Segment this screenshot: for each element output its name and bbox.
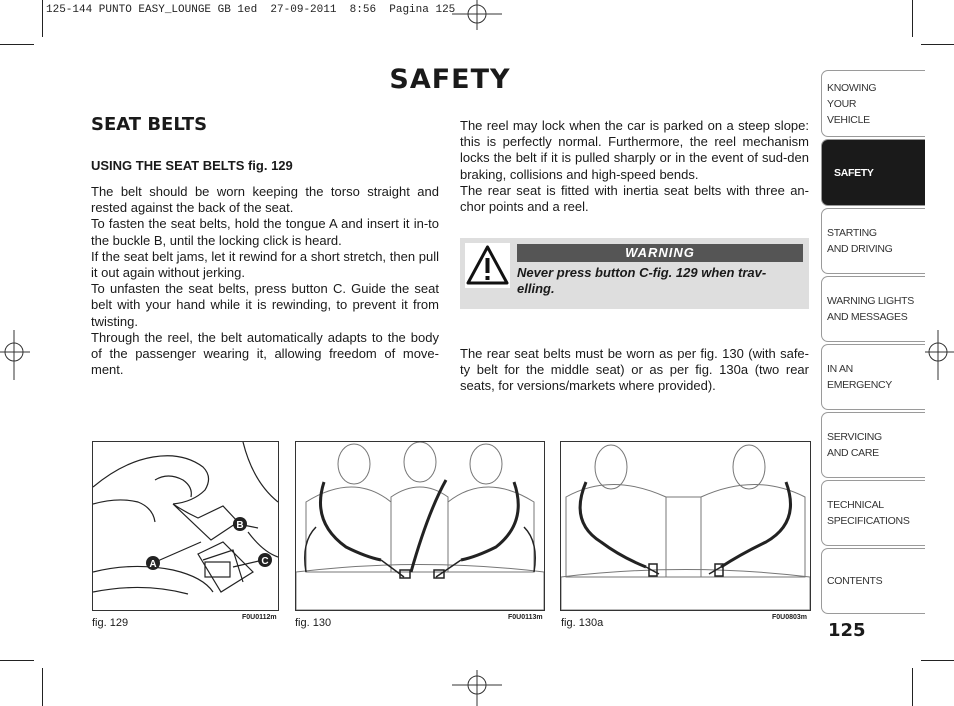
tab-label-line: KNOWING [827, 81, 877, 94]
figure-caption: fig. 129 [92, 617, 129, 629]
page-number: 125 [828, 620, 866, 641]
crop-mark [912, 668, 913, 706]
tab-label-line: WARNING LIGHTS [827, 295, 914, 307]
tab-label-line: VEHICLE [827, 113, 870, 126]
figure-caption: fig. 130 [295, 617, 332, 629]
figure-130a [560, 441, 811, 611]
crop-mark [921, 44, 954, 45]
paragraph: Through the reel, the belt automatically adapts to the body of the passenger wearing it, allowing freedom of move-ment. [91, 329, 439, 378]
figure-caption: fig. 130a [561, 617, 604, 629]
paragraph: To fasten the seat belts, hold the tongue A and insert it in-to the buckle B, until the locking click is heard. [91, 216, 439, 248]
registration-mark-top [452, 0, 502, 30]
paragraph: To unfasten the seat belts, press button C. Guide the seat belt with your hand while it is rewinding, to prevent it from twisting. [91, 281, 439, 329]
tab-label-line: AND DRIVING [827, 243, 893, 255]
tab-label-line: IN AN [827, 363, 853, 375]
svg-text:A: A [149, 559, 157, 570]
paragraph: The rear seat is fitted with inertia seat belts with three an-chor points and a reel. [460, 182, 809, 215]
tab-label-line: AND CARE [827, 447, 879, 459]
figure-130 [295, 441, 545, 611]
subheading: USING THE SEAT BELTS fig. 129 [91, 158, 293, 173]
tab-safety[interactable] [821, 139, 925, 206]
body-column-1 [91, 184, 439, 378]
paragraph: If the seat belt jams, let it rewind for a short stretch, then pull it out again without jerking. [91, 248, 439, 281]
figure-code: F0U0803m [772, 614, 808, 621]
svg-text:B: B [236, 520, 244, 531]
callout-a [146, 556, 160, 570]
tab-label-line: EMERGENCY [827, 379, 892, 391]
crop-mark [912, 0, 913, 37]
callout-c [258, 553, 272, 567]
tab-in-an-emergency[interactable] [821, 344, 925, 410]
tab-knowing-your-vehicle[interactable] [821, 70, 925, 137]
svg-text:C: C [261, 556, 269, 567]
registration-mark-right [922, 330, 954, 380]
callout-b [233, 517, 247, 531]
crop-mark [0, 660, 34, 661]
tab-servicing-and-care[interactable] [821, 412, 925, 478]
crop-mark [921, 660, 954, 661]
tab-label-line: STARTING [827, 227, 877, 239]
tab-warning-lights[interactable] [821, 276, 925, 342]
paragraph: The belt should be worn keeping the torso straight and rested against the back of the seat. [91, 184, 439, 216]
print-header: 125-144 PUNTO EASY_LOUNGE GB 1ed 27-09-2011 8:56 Pagina 125 [46, 4, 456, 16]
warning-box [460, 238, 809, 309]
tab-contents[interactable] [821, 548, 925, 614]
warning-label: WARNING [517, 244, 803, 262]
warning-triangle-icon [465, 243, 510, 288]
tab-label-line: SPECIFICATIONS [827, 515, 910, 527]
tab-starting-and-driving[interactable] [821, 208, 925, 274]
body-column-2 [460, 118, 809, 215]
registration-mark-bottom [452, 670, 502, 706]
page-title: SAFETY [389, 64, 511, 95]
tab-label-line: CONTENTS [827, 575, 883, 587]
tab-technical-specifications[interactable] [821, 480, 925, 546]
warning-text: Never press button C-fig. 129 when trav-elling. [517, 265, 767, 296]
tab-label-line: YOUR [827, 97, 857, 110]
crop-mark [0, 44, 34, 45]
paragraph: The reel may lock when the car is parked on a steep slope: this is perfectly normal. Furthermore, the reel mechanism locks the belt if it is pulled sharply or in the event of sud-den braking, collisions and high-speed bends. [460, 118, 809, 182]
tab-label-line: SAFETY [834, 166, 874, 179]
registration-mark-left [0, 330, 30, 380]
figure-code: F0U0112m [242, 614, 277, 621]
section-title: SEAT BELTS [91, 114, 208, 135]
tab-label-line: TECHNICAL [827, 499, 884, 511]
body-column-2-lower [460, 346, 809, 395]
figure-code: F0U0113m [508, 614, 543, 621]
tab-label-line: SERVICING [827, 431, 882, 443]
crop-mark [42, 668, 43, 706]
paragraph: The rear seat belts must be worn as per fig. 130 (with safe-ty belt for the middle seat) or as per fig. 130a (two rear seats, for versions/markets where provided). [460, 346, 809, 394]
crop-mark [42, 0, 43, 37]
tab-label-line: AND MESSAGES [827, 311, 908, 323]
figure-129 [92, 441, 279, 611]
